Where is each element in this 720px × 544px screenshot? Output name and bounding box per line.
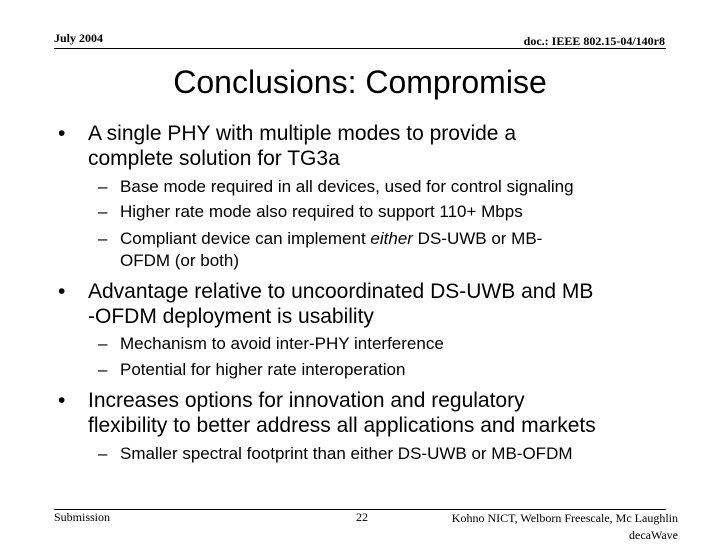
sub-1-3-line-2: OFDM (or both) (120, 251, 240, 270)
sub-2-2 (98, 359, 406, 381)
bullet-3-line-1: Increases options for innovation and regulatory (88, 389, 525, 412)
sub-3-1-text: Smaller spectral footprint than either DS-UWB or MB-OFDM (120, 444, 573, 463)
bullet-2-line-2: -OFDM deployment is usability (88, 305, 374, 328)
dash-marker: – (98, 444, 108, 463)
bullet-1-line-2: complete solution for TG3a (88, 147, 340, 170)
bullet-marker: • (58, 280, 66, 303)
header-date: July 2004 (54, 31, 104, 45)
sub-2-2-text: Potential for higher rate interoperation (120, 360, 406, 379)
bullet-3-line-2: flexibility to better address all applications and markets (88, 414, 596, 437)
bullet-1 (58, 121, 516, 171)
header-divider (54, 48, 666, 49)
footer-submission: Submission (54, 510, 111, 524)
sub-1-3 (98, 228, 543, 272)
bullet-2-line-1: Advantage relative to uncoordinated DS-UWB and MB (88, 280, 594, 303)
sub-1-1 (98, 176, 574, 198)
sub-1-3-line-1: Compliant device can implement either DS-UWB or MB- (120, 229, 543, 248)
sub-2-1 (98, 333, 444, 355)
bullet-1-line-1: A single PHY with multiple modes to provide a (88, 122, 516, 145)
bullet-2 (58, 279, 594, 329)
sub-3-1 (98, 443, 573, 465)
footer-authors (452, 510, 678, 544)
slide-title: Conclusions: Compromise (173, 64, 547, 100)
bullet-marker: • (58, 389, 66, 412)
header-doc-id: doc.: IEEE 802.15-04/140r8 (523, 34, 665, 48)
footer-authors-line-2: decaWave (629, 528, 678, 542)
bullet-3 (58, 388, 596, 438)
footer-authors-line-1: Kohno NICT, Welborn Freescale, Mc Laughlin (451, 511, 678, 525)
dash-marker: – (98, 360, 108, 379)
sub-1-2 (98, 201, 523, 223)
footer-page-number: 22 (356, 510, 368, 524)
sub-1-2-text: Higher rate mode also required to support 110+ Mbps (120, 202, 523, 221)
bullet-marker: • (58, 122, 66, 145)
dash-marker: – (98, 202, 108, 221)
sub-1-1-text: Base mode required in all devices, used for control signaling (120, 177, 574, 196)
dash-marker: – (98, 229, 108, 248)
dash-marker: – (98, 334, 108, 353)
sub-2-1-text: Mechanism to avoid inter-PHY interference (120, 334, 444, 353)
dash-marker: – (98, 177, 108, 196)
